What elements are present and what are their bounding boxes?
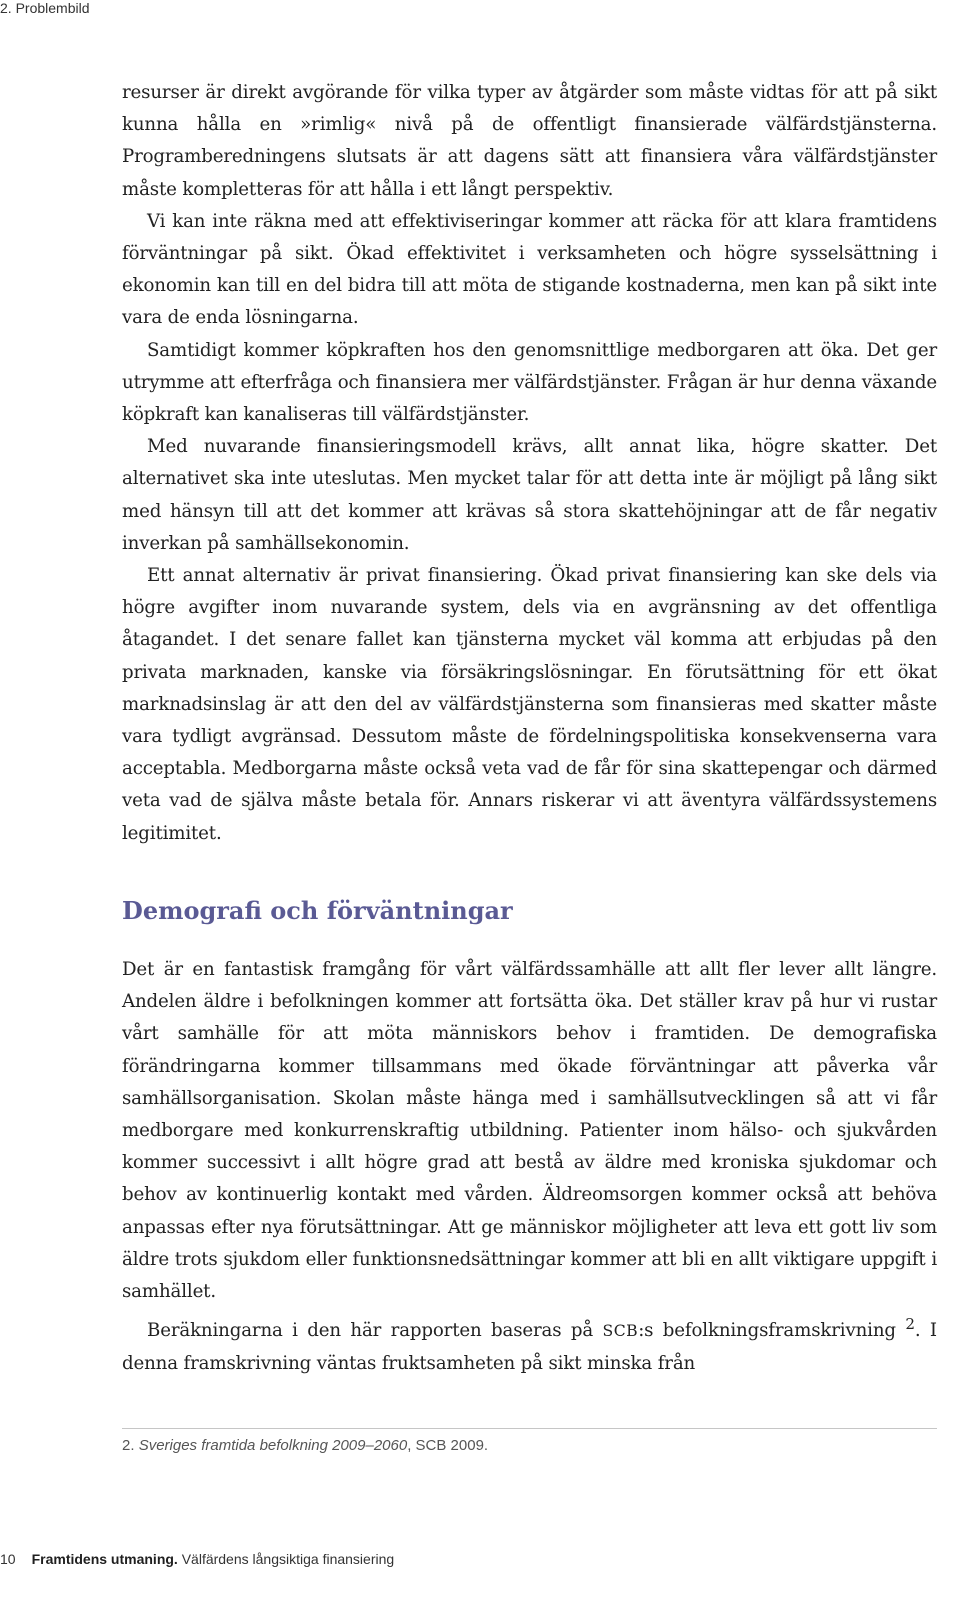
document-subtitle: Välfärdens långsiktiga finansiering	[181, 1551, 395, 1567]
paragraph: Ett annat alternativ är privat finansiering. Ökad privat finansiering kan ske dels via högre avgifter inom nuvarande system, dels via en avgränsning av det offentliga åtagandet. I det senare fallet kan tjänsterna mycket väl komma att erbjudas på den privata marknaden, kanske via försäkringslösningar. En förutsättning för ett ökat marknadsinslag är att den del av välfärdstjänsterna som finansieras med skatter måste vara tydligt avgränsad. Dessutom måste de fördelningspolitiska konsekvenserna vara acceptabla. Medborgarna måste också veta vad de får för sina skattepengar och därmed veta vad de själva måste betala för. Annars riskerar vi att äventyra välfärdssystemens legitimitet.	[122, 565, 937, 844]
paragraph: Med nuvarande finansieringsmodell krävs, allt annat lika, högre skatter. Det alternativet ska inte uteslutas. Men mycket talar för att detta inte är möjligt på lång sikt med hänsyn till att det kommer att krävas så stora skattehöjningar att de får negativ inverkan på samhällsekonomin.	[122, 436, 937, 554]
footnote-title: Sveriges framtida befolkning 2009–2060	[138, 1437, 408, 1454]
document-title: Framtidens utmaning.	[31, 1551, 178, 1567]
body-text-top	[122, 77, 937, 850]
footnote-divider	[122, 1428, 937, 1429]
paragraph-text: Beräkningarna i den här rapporten baseras på	[147, 1320, 594, 1342]
paragraph-with-footnote	[122, 1308, 937, 1379]
paragraph: resurser är direkt avgörande för vilka typer av åtgärder som måste vidtas för att på sikt kunna hålla en »rimlig« nivå på de offentligt finansierade välfärdstjänsterna. Programberedningens slutsats är att dagens sätt att finansiera våra välfärdstjänster måste kompletteras för att hålla i ett långt perspektiv.	[122, 82, 937, 200]
paragraph: Vi kan inte räkna med att effektiviseringar kommer att räcka för att klara framtidens förväntningar på sikt. Ökad effektivitet i verksamheten och högre sysselsättning i ekonomin kan till en del bidra till att möta de stigande kostnaderna, men kan på sikt inte vara de enda lösningarna.	[122, 210, 937, 329]
page-footer	[0, 1550, 394, 1568]
page-number: 10	[0, 1551, 16, 1567]
footnote-reference[interactable]: 2	[905, 1315, 915, 1334]
footnote-source: , SCB 2009.	[407, 1437, 489, 1454]
footnote	[122, 1436, 488, 1456]
paragraph-text: . I denna framskrivning väntas fruktsamheten på sikt minska från	[122, 1320, 937, 1374]
section-heading: Demografi och förväntningar	[122, 896, 513, 925]
body-text-section	[122, 954, 937, 1380]
footnote-number: 2.	[122, 1437, 135, 1454]
paragraph: Det är en fantastisk framgång för vårt välfärdssamhälle att allt fler lever allt längre. Andelen äldre i befolkningen kommer att fortsätta öka. Det ställer krav på hur vi rustar vårt samhälle för att möta människors behov i framtiden. De demografiska förändringarna kommer tillsammans med ökade förväntningar att påverka vår samhällsorganisation. Skolan måste hänga med i samhällsutvecklingen så att vi får medborgare med konkurrenskraftig utbildning. Patienter inom hälso- och sjukvården kommer successivt i allt högre grad att bestå av äldre med kroniska sjukdomar och behov av kontinuerlig kontakt med vården. Äldreomsorgen kommer också att behöva anpassas efter nya förutsättningar. Att ge människor möjligheter att leva ett gott liv som äldre trots sjukdom eller funktionsnedsättningar kommer att bli en allt viktigare uppgift i samhället.	[122, 959, 937, 1303]
running-head: 2. Problembild	[0, 0, 90, 16]
abbreviation-scb: SCB	[602, 1321, 639, 1341]
paragraph: Samtidigt kommer köpkraften hos den genomsnittlige medborgaren att öka. Det ger utrymme att efterfråga och finansiera mer välfärdstjänster. Frågan är hur denna växande köpkraft kan kanaliseras till välfärdstjänster.	[122, 339, 937, 426]
paragraph-text: :s befolkningsframskrivning	[638, 1320, 896, 1342]
